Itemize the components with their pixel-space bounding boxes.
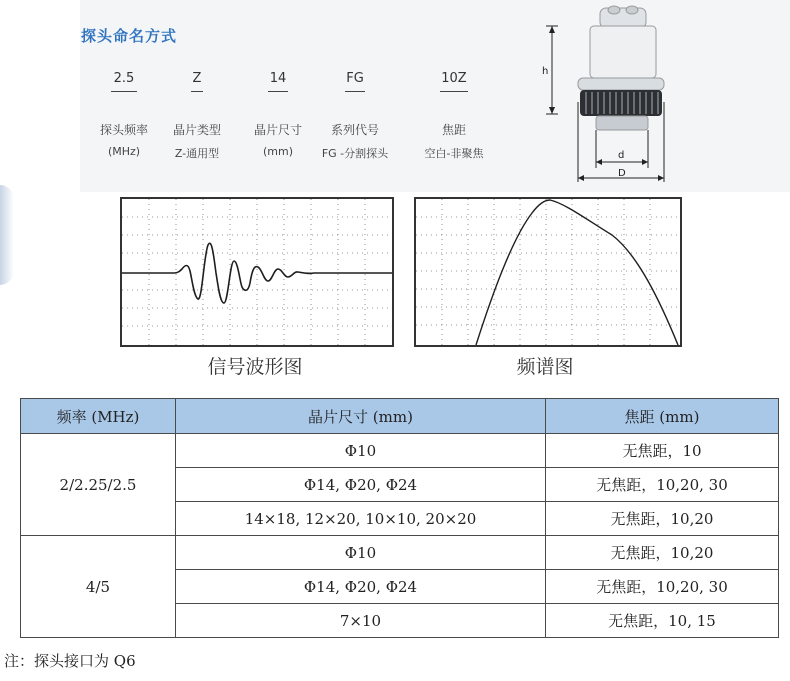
naming-part-focus [404, 0, 504, 170]
part-code: 10Z [441, 71, 467, 86]
part-code: 2.5 [113, 71, 135, 86]
chip-size-cell: Φ14, Φ20, Φ24 [176, 570, 546, 604]
code-underline [111, 91, 137, 92]
focal-length-cell: 无焦距，10 [546, 434, 779, 468]
edge-decoration [0, 185, 14, 285]
D-label: D [618, 168, 626, 179]
d-label: d [618, 150, 625, 161]
waveform-caption: 信号波形图 [207, 356, 303, 378]
table-row [21, 536, 779, 570]
probe-dimension-diagram [530, 2, 680, 186]
code-underline [268, 91, 288, 92]
part-code: FG [346, 71, 364, 86]
spectrum-trace [476, 200, 678, 345]
frequency-cell: 4/5 [21, 536, 176, 638]
part-name: 晶片尺寸 [253, 123, 302, 137]
part-desc: (MHz) [107, 145, 141, 158]
h-label: h [542, 66, 549, 77]
interface-note: 注：探头接口为 Q6 [4, 652, 136, 670]
focal-length-cell: 无焦距，10,20 [546, 536, 779, 570]
part-name: 焦距 [441, 123, 466, 137]
part-name: 晶片类型 [172, 123, 221, 137]
spectrum-graph [414, 197, 682, 347]
part-code: 14 [269, 71, 287, 86]
probe-spec-table [20, 398, 779, 638]
naming-part-series [305, 0, 405, 170]
focal-length-cell: 无焦距，10,20 [546, 502, 779, 536]
code-underline [440, 91, 468, 92]
header-focal-length: 焦距 (mm) [546, 399, 779, 434]
spectrum-caption: 频谱图 [516, 356, 574, 378]
part-desc: (mm) [262, 145, 293, 158]
chip-size-cell: Φ10 [176, 536, 546, 570]
chip-size-cell: Φ14, Φ20, Φ24 [176, 468, 546, 502]
waveform-graph [120, 197, 394, 347]
part-desc: Z-通用型 [174, 147, 220, 160]
header-frequency: 频率 (MHz) [21, 399, 176, 434]
part-desc: FG -分割探头 [321, 147, 389, 160]
part-name: 系列代号 [330, 123, 379, 137]
chip-size-cell: Φ10 [176, 434, 546, 468]
table-row [21, 434, 779, 468]
focal-length-cell: 无焦距，10,20, 30 [546, 570, 779, 604]
chip-size-cell: 7×10 [176, 604, 546, 638]
frequency-cell: 2/2.25/2.5 [21, 434, 176, 536]
part-name: 探头频率 [99, 123, 148, 137]
focal-length-cell: 无焦距，10, 15 [546, 604, 779, 638]
code-underline [345, 91, 365, 92]
focal-length-cell: 无焦距，10,20, 30 [546, 468, 779, 502]
table-header-row [21, 399, 779, 434]
naming-title: 探头命名方式 [81, 27, 178, 45]
header-chip-size: 晶片尺寸 (mm) [176, 399, 546, 434]
part-code: Z [192, 71, 202, 86]
code-underline [191, 91, 203, 92]
part-desc: 空白-非聚焦 [424, 147, 484, 160]
chip-size-cell: 14×18, 12×20, 10×10, 20×20 [176, 502, 546, 536]
